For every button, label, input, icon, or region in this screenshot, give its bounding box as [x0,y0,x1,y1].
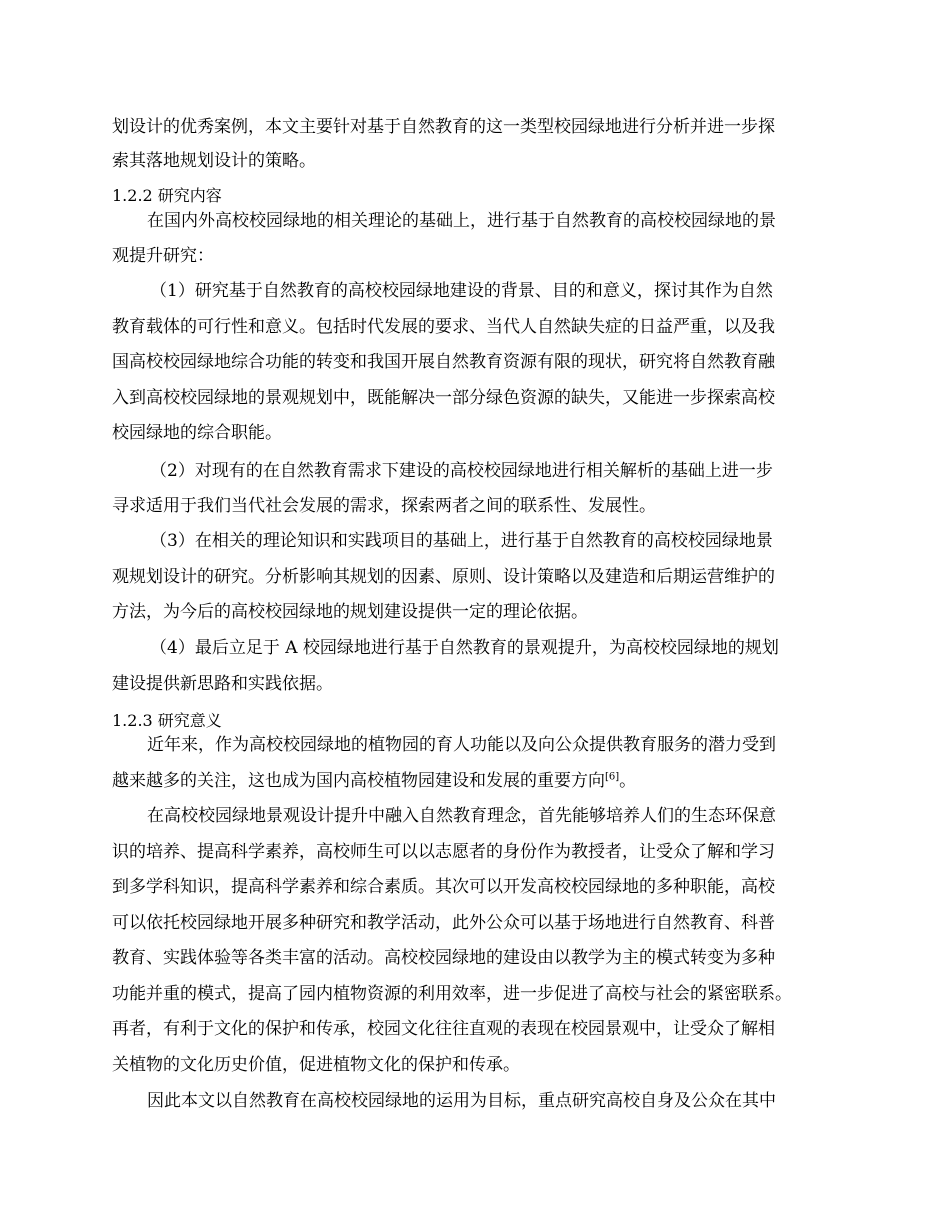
para-line: 索其落地规划设计的策略。 [112,151,316,171]
list-item-1-line: 教育载体的可行性和意义。包括时代发展的要求、当代人自然缺失症的日益严重，以及我 [112,317,775,337]
section-heading-1-2-3: 1.2.3 研究意义 [112,711,222,730]
list-item-4-line: 建设提供新思路和实践依据。 [112,674,333,694]
list-item-3-line: 方法，为今后的高校校园绿地的规划建设提供一定的理论依据。 [112,602,588,622]
para-line: 近年来，作为高校校园绿地的植物园的育人功能以及向公众提供教育服务的潜力受到 [147,735,776,755]
para-line: 教育、实践体验等各类丰富的活动。高校校园绿地的建设由以教学为主的模式转变为多种 [112,948,775,968]
section-heading-1-2-2: 1.2.2 研究内容 [112,186,222,205]
para-text: 越来越多的关注，这也成为国内高校植物园建设和发展的重要方向 [112,771,605,791]
list-item-4-line: （4）最后立足于 A 校园绿地进行基于自然教育的景观提升，为高校校园绿地的规划 [150,638,779,658]
citation-ref: [6] [605,771,620,783]
list-item-1-line: 校园绿地的综合职能。 [112,423,282,443]
para-line-with-citation [112,765,636,797]
para-line: 在国内外高校校园绿地的相关理论的基础上，进行基于自然教育的高校校园绿地的景 [147,211,776,231]
list-item-2-line: （2）对现有的在自然教育需求下建设的高校校园绿地进行相关解析的基础上进一步 [150,461,773,481]
para-line: 识的培养、提高科学素养，高校师生可以以志愿者的身份作为教授者，让受众了解和学习 [112,842,775,862]
para-line: 功能并重的模式，提高了园内植物资源的利用效率，进一步促进了高校与社会的紧密联系。 [112,984,792,1004]
para-line: 在高校校园绿地景观设计提升中融入自然教育理念，首先能够培养人们的生态环保意 [147,806,776,826]
para-line: 到多学科知识，提高科学素养和综合素质。其次可以开发高校校园绿地的多种职能，高校 [112,877,775,897]
list-item-3-line: （3）在相关的理论知识和实践项目的基础上，进行基于自然教育的高校校园绿地景 [150,531,773,551]
para-line: 再者，有利于文化的保护和传承，校园文化往往直观的表现在校园景观中，让受众了解相 [112,1019,775,1039]
para-line: 因此本文以自然教育在高校校园绿地的运用为目标，重点研究高校自身及公众在其中 [147,1091,776,1111]
para-line: 观提升研究： [112,246,214,266]
para-line: 划设计的优秀案例，本文主要针对基于自然教育的这一类型校园绿地进行分析并进一步探 [112,117,775,137]
list-item-1-line: 国高校校园绿地综合功能的转变和我国开展自然教育资源有限的现状，研究将自然教育融 [112,352,775,372]
list-item-2-line: 寻求适用于我们当代社会发展的需求，探索两者之间的联系性、发展性。 [112,496,656,516]
para-text-end: 。 [619,771,637,791]
list-item-1-line: 入到高校校园绿地的景观规划中，既能解决一部分绿色资源的缺失，又能进一步探索高校 [112,388,775,408]
list-item-1-line: （1）研究基于自然教育的高校校园绿地建设的背景、目的和意义，探讨其作为自然 [150,281,773,301]
list-item-3-line: 观规划设计的研究。分析影响其规划的因素、原则、设计策略以及建造和后期运营维护的 [112,567,775,587]
para-line: 可以依托校园绿地开展多种研究和教学活动，此外公众可以基于场地进行自然教育、科普 [112,913,775,933]
para-line: 关植物的文化历史价值，促进植物文化的保护和传承。 [112,1055,520,1075]
